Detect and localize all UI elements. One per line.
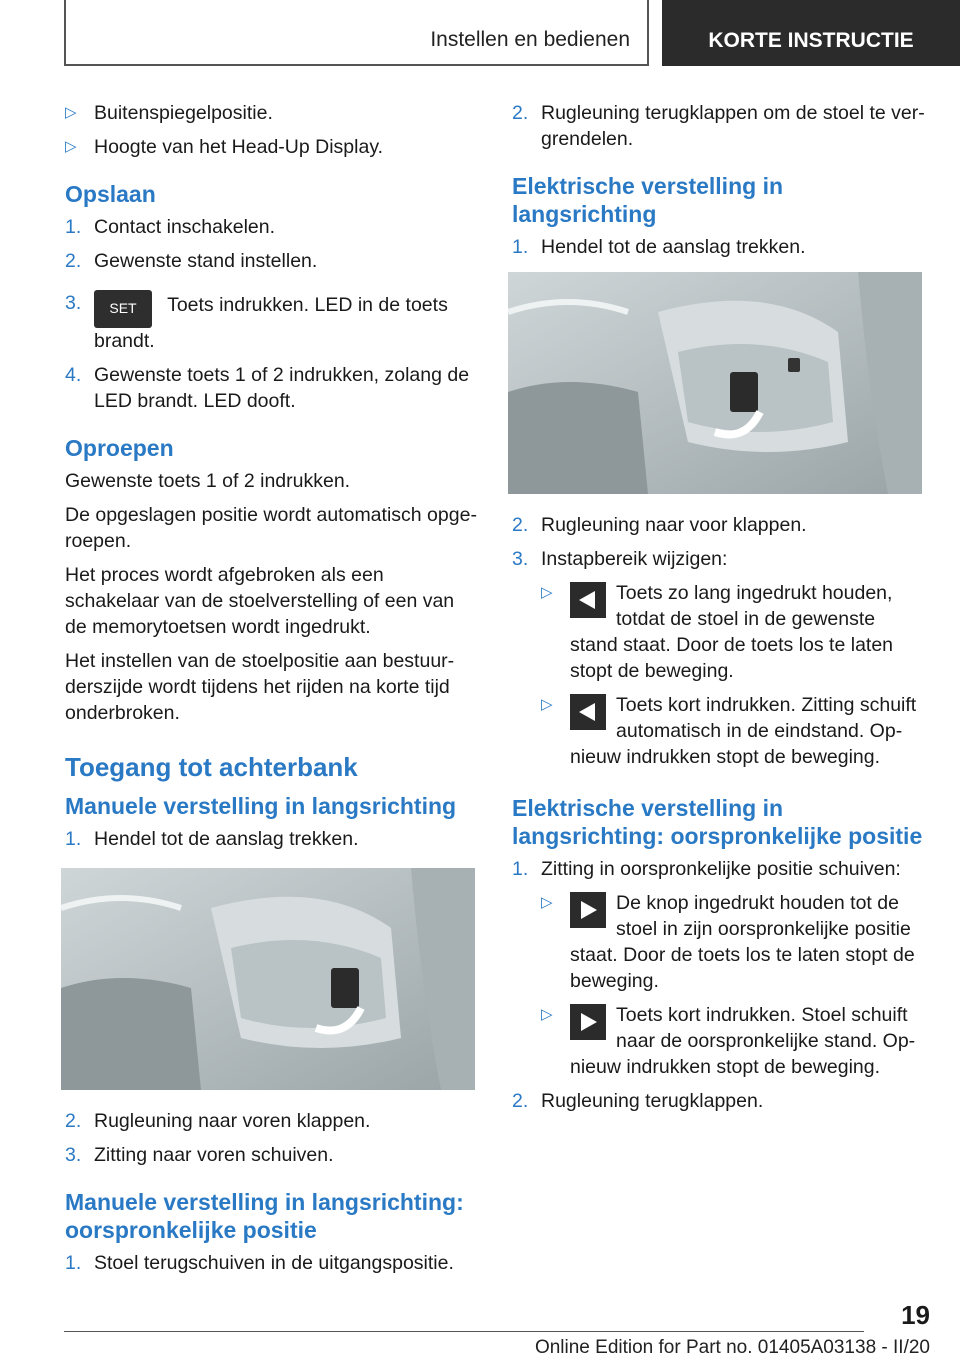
heading-elektrisch: Elektrische verstelling in langsrichting [512,173,784,227]
triangle-bullet-icon: ▷ [541,584,553,601]
seat-lever-photo [508,272,922,494]
list-item: 4. Gewenste toets 1 of 2 indrukken, zolang de LED brandt. LED dooft. [65,364,470,412]
seat-illustration [61,868,475,1090]
paragraph: Het proces wordt afgebroken als een schakelaar van de stoelverstelling of een van de memorytoetsen wordt ingedrukt. [65,564,455,638]
list-item: 1. Zitting in oorspronkelijke positie schuiven: [512,858,901,880]
set-button-icon: SET [94,290,152,328]
page-number: 19 [901,1300,930,1330]
list-item: 1. Contact inschakelen. [65,216,276,238]
list-item: ▷ Buitenspiegelpositie. [65,102,273,124]
triangle-bullet-icon: ▷ [541,894,553,911]
list-item: 1. Hendel tot de aanslag trekken. [65,828,359,850]
list-item: 2. Rugleuning naar voor klappen. [512,514,807,536]
paragraph: Het instellen van de stoelpositie aan bestuurderszijde wordt tijdens het rijden na korte tijd onderbroken. [65,650,455,724]
list-item: 2. Rugleuning terugklappen om de stoel te vergrendelen. [512,102,925,150]
heading-manueel-orig: Manuele verstelling in langsrichting: oorspronkelijke positie [65,1189,464,1243]
triangle-bullet-icon: ▷ [65,104,77,121]
list-item: 3. SET Toets indrukken. LED in de toets brandt. [65,292,448,352]
heading-manueel: Manuele verstelling in langsrichting [65,793,457,819]
arrow-right-button-icon [570,892,606,928]
header-tab: KORTE INSTRUCTIE [662,0,960,66]
list-item: 2. Gewenste stand instellen. [65,250,318,272]
heading-elektrisch-orig: Elektrische verstelling in langsrichting: oorspronkelijke positie [512,795,923,849]
heading-toegang: Toegang tot achterbank [65,752,358,782]
list-item: 1. Stoel terugschuiven in de uitgangspositie. [65,1252,454,1274]
seat-lever-photo [61,868,475,1090]
footer-edition: Online Edition for Part no. 01405A03138 - II/20 [534,1337,930,1358]
list-item: ▷ De knop ingedrukt houden tot de stoel in zijn oorspronkelijke positie staat. Door de toets los te laten stopt de beweging. [541,892,915,992]
list-item: ▷ Hoogte van het Head-Up Display. [65,136,384,158]
heading-opslaan: Opslaan [65,181,156,207]
arrow-left-button-icon [570,694,606,730]
paragraph: De opgeslagen positie wordt automatisch opgeroepen. [65,504,477,552]
list-item: ▷ Toets kort indrukken. Stoel schuift naar de oorspronkelijke stand. Opnieuw indrukken stopt de beweging. [541,1004,916,1078]
list-item: 1. Hendel tot de aanslag trekken. [512,236,806,258]
list-item: 3. Zitting naar voren schuiven. [65,1144,334,1166]
triangle-bullet-icon: ▷ [65,138,77,155]
arrow-left-button-icon [570,582,606,618]
list-item: 2. Rugleuning naar voren klappen. [65,1110,371,1132]
heading-oproepen: Oproepen [65,435,174,461]
right-column [512,100,926,1122]
list-item: ▷ Toets zo lang ingedrukt houden, totdat de stoel in de gewenste stand staat. Door de toets los te laten stopt de beweging. [541,582,894,682]
list-item: 2. Rugleuning terugklappen. [512,1090,764,1112]
list-item: ▷ Toets kort indrukken. Zitting schuift automatisch in de eindstand. Opnieuw indrukken stopt de beweging. [541,694,917,768]
triangle-bullet-icon: ▷ [541,696,553,713]
paragraph: Gewenste toets 1 of 2 indrukken. [65,470,351,492]
header-section-title: Instellen en bedienen [430,28,630,51]
arrow-right-button-icon [570,1004,606,1040]
footer-divider [64,1331,864,1332]
left-column [65,100,477,1284]
seat-illustration [508,272,922,494]
list-item: 3. Instapbereik wijzigen: [512,548,728,570]
triangle-bullet-icon: ▷ [541,1006,553,1023]
